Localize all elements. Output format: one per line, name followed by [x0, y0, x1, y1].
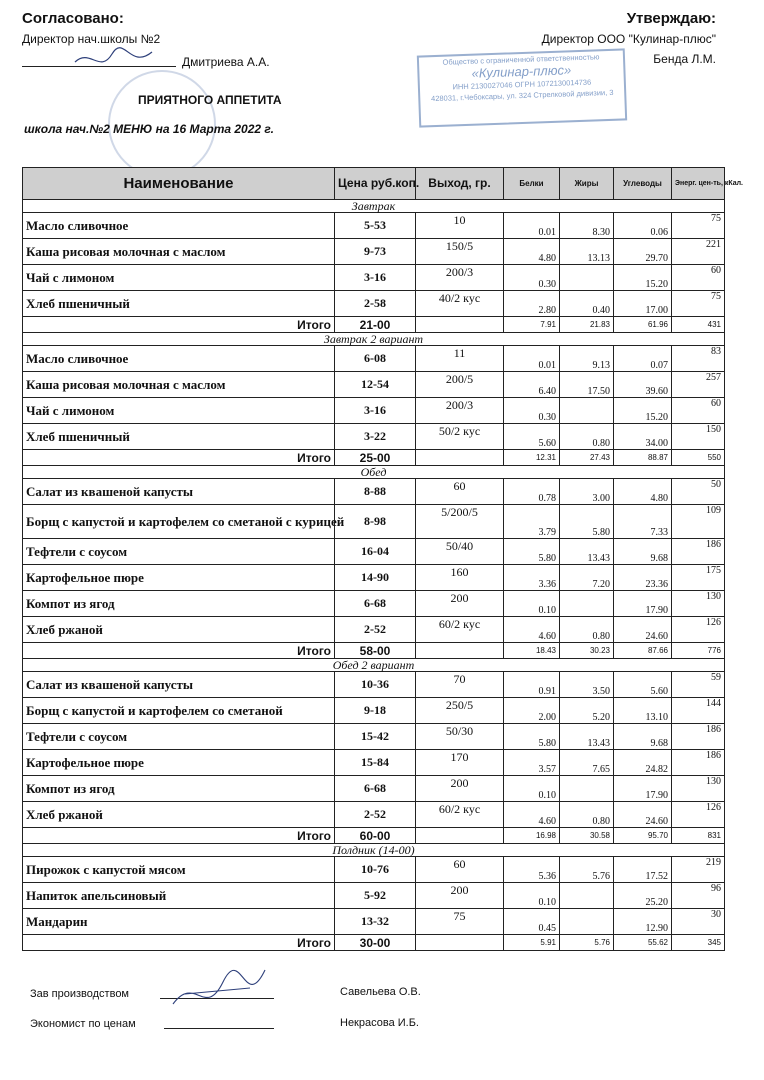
menu-title: школа нач.№2 МЕНЮ на 16 Марта 2022 г. [24, 122, 274, 136]
dish-name: Хлеб ржаной [23, 617, 335, 643]
dish-price: 15-84 [335, 750, 416, 776]
dish-energy: 130 [672, 776, 725, 802]
dish-carbs: 0.07 [614, 346, 672, 372]
dish-energy: 75 [672, 213, 725, 239]
dish-fat [560, 398, 614, 424]
approver-name: Дмитриева А.А. [182, 55, 270, 69]
dish-fat: 8.30 [560, 213, 614, 239]
total-fat: 5.76 [560, 935, 614, 951]
table-row [23, 617, 725, 643]
dish-price: 6-08 [335, 346, 416, 372]
dish-fat: 9.13 [560, 346, 614, 372]
dish-protein: 5.80 [504, 724, 560, 750]
table-row [23, 505, 725, 539]
dish-yield: 50/40 [416, 539, 504, 565]
dish-fat [560, 883, 614, 909]
dish-fat: 7.20 [560, 565, 614, 591]
dish-energy: 257 [672, 372, 725, 398]
dish-energy: 75 [672, 291, 725, 317]
production-signature [165, 964, 275, 1029]
total-protein: 7.91 [504, 317, 560, 333]
production-label: Зав производством [30, 988, 129, 1000]
dish-protein: 0.30 [504, 398, 560, 424]
page-heading: ПРИЯТНОГО АППЕТИТА [138, 93, 282, 107]
dish-energy: 150 [672, 424, 725, 450]
section-row [23, 659, 725, 672]
dish-yield: 200/3 [416, 398, 504, 424]
stamp-line-1: Общество с ограниченной ответственностью [442, 52, 600, 67]
dish-energy: 186 [672, 539, 725, 565]
dish-fat: 5.20 [560, 698, 614, 724]
dish-name: Картофельное пюре [23, 750, 335, 776]
dish-energy: 219 [672, 857, 725, 883]
dish-fat: 13.13 [560, 239, 614, 265]
dish-protein: 4.60 [504, 617, 560, 643]
dish-protein: 3.57 [504, 750, 560, 776]
dish-energy: 144 [672, 698, 725, 724]
dish-price: 3-16 [335, 398, 416, 424]
dish-carbs: 24.60 [614, 802, 672, 828]
table-row [23, 802, 725, 828]
total-label: Итого [23, 828, 335, 844]
dish-protein: 0.91 [504, 672, 560, 698]
total-fat: 27.43 [560, 450, 614, 466]
table-row [23, 672, 725, 698]
table-row [23, 698, 725, 724]
dish-carbs: 12.90 [614, 909, 672, 935]
dish-name: Тефтели с соусом [23, 724, 335, 750]
section-title: Завтрак [23, 200, 725, 213]
dish-energy: 50 [672, 479, 725, 505]
dish-carbs: 17.90 [614, 776, 672, 802]
dish-name: Чай с лимоном [23, 265, 335, 291]
dish-price: 9-73 [335, 239, 416, 265]
table-row [23, 776, 725, 802]
dish-price: 8-98 [335, 505, 416, 539]
dish-energy: 96 [672, 883, 725, 909]
approved-title: Согласовано: [22, 10, 124, 27]
dish-price: 3-22 [335, 424, 416, 450]
dish-protein: 3.36 [504, 565, 560, 591]
dish-carbs: 17.52 [614, 857, 672, 883]
dish-protein: 2.00 [504, 698, 560, 724]
section-title: Завтрак 2 вариант [23, 333, 725, 346]
table-row [23, 398, 725, 424]
dish-energy: 109 [672, 505, 725, 539]
dish-protein: 5.36 [504, 857, 560, 883]
total-protein: 18.43 [504, 643, 560, 659]
dish-price: 14-90 [335, 565, 416, 591]
header-protein: Белки [504, 168, 560, 200]
dish-yield: 50/2 кус [416, 424, 504, 450]
header-fat: Жиры [560, 168, 614, 200]
dish-fat [560, 265, 614, 291]
dish-energy: 126 [672, 802, 725, 828]
dish-yield: 150/5 [416, 239, 504, 265]
dish-carbs: 25.20 [614, 883, 672, 909]
dish-name: Салат из квашеной капусты [23, 479, 335, 505]
dish-fat: 13.43 [560, 724, 614, 750]
stamp-line-3: ИНН 2130027046 ОГРН 1072130014736 [452, 77, 592, 92]
dish-fat: 5.76 [560, 857, 614, 883]
total-fat: 30.23 [560, 643, 614, 659]
dish-protein: 4.80 [504, 239, 560, 265]
dish-protein: 6.40 [504, 372, 560, 398]
dish-yield: 250/5 [416, 698, 504, 724]
dish-yield: 50/30 [416, 724, 504, 750]
dish-yield: 60 [416, 479, 504, 505]
header-yield: Выход, гр. [416, 168, 504, 200]
dish-fat [560, 909, 614, 935]
total-row [23, 935, 725, 951]
total-label: Итого [23, 643, 335, 659]
stamp-line-4: 428031, г.Чебоксары, ул. 324 Стрелковой дивизии, 3 [430, 87, 614, 104]
dish-protein: 2.80 [504, 291, 560, 317]
table-row [23, 750, 725, 776]
dish-yield: 160 [416, 565, 504, 591]
dish-yield: 200 [416, 591, 504, 617]
total-energy: 345 [672, 935, 725, 951]
dish-fat: 0.80 [560, 424, 614, 450]
table-row [23, 857, 725, 883]
dish-name: Пирожок с капустой мясом [23, 857, 335, 883]
dish-carbs: 5.60 [614, 672, 672, 698]
dish-price: 2-52 [335, 802, 416, 828]
dish-carbs: 24.60 [614, 617, 672, 643]
total-label: Итого [23, 935, 335, 951]
dish-name: Напиток апельсиновый [23, 883, 335, 909]
dish-yield: 200/3 [416, 265, 504, 291]
total-energy: 431 [672, 317, 725, 333]
dish-energy: 130 [672, 591, 725, 617]
dish-name: Масло сливочное [23, 213, 335, 239]
header-energy: Энерг. цен-ть, кКал. [672, 168, 725, 200]
dish-name: Картофельное пюре [23, 565, 335, 591]
dish-energy: 83 [672, 346, 725, 372]
dish-protein: 3.79 [504, 505, 560, 539]
dish-carbs: 24.82 [614, 750, 672, 776]
total-energy: 550 [672, 450, 725, 466]
dish-yield: 5/200/5 [416, 505, 504, 539]
dish-name: Хлеб пшеничный [23, 424, 335, 450]
dish-name: Салат из квашеной капусты [23, 672, 335, 698]
table-row [23, 239, 725, 265]
dish-protein: 0.45 [504, 909, 560, 935]
dish-protein: 0.10 [504, 776, 560, 802]
dish-name: Борщ с капустой и картофелем со сметаной [23, 698, 335, 724]
total-protein: 5.91 [504, 935, 560, 951]
dish-name: Компот из ягод [23, 776, 335, 802]
dish-price: 15-42 [335, 724, 416, 750]
table-row [23, 291, 725, 317]
confirmer-position: Директор ООО "Кулинар-плюс" [541, 32, 716, 46]
dish-fat: 17.50 [560, 372, 614, 398]
dish-name: Компот из ягод [23, 591, 335, 617]
total-price: 21-00 [335, 317, 416, 333]
dish-carbs: 9.68 [614, 724, 672, 750]
dish-price: 12-54 [335, 372, 416, 398]
dish-protein: 0.10 [504, 591, 560, 617]
dish-yield: 60/2 кус [416, 617, 504, 643]
dish-price: 8-88 [335, 479, 416, 505]
dish-name: Каша рисовая молочная с маслом [23, 239, 335, 265]
total-price: 58-00 [335, 643, 416, 659]
dish-protein: 0.01 [504, 346, 560, 372]
dish-price: 9-18 [335, 698, 416, 724]
economist-label: Экономист по ценам [30, 1018, 136, 1030]
dish-fat: 3.00 [560, 479, 614, 505]
section-row [23, 466, 725, 479]
dish-energy: 186 [672, 750, 725, 776]
dish-yield: 11 [416, 346, 504, 372]
section-title: Полдник (14-00) [23, 844, 725, 857]
dish-name: Чай с лимоном [23, 398, 335, 424]
table-row [23, 539, 725, 565]
dish-carbs: 7.33 [614, 505, 672, 539]
dish-carbs: 9.68 [614, 539, 672, 565]
total-yield-empty [416, 643, 504, 659]
economist-name: Некрасова И.Б. [340, 1017, 419, 1029]
dish-name: Каша рисовая молочная с маслом [23, 372, 335, 398]
total-protein: 16.98 [504, 828, 560, 844]
dish-name: Мандарин [23, 909, 335, 935]
dish-energy: 221 [672, 239, 725, 265]
total-carbs: 87.66 [614, 643, 672, 659]
dish-carbs: 13.10 [614, 698, 672, 724]
table-row [23, 479, 725, 505]
table-row [23, 372, 725, 398]
table-row [23, 591, 725, 617]
dish-carbs: 0.06 [614, 213, 672, 239]
dish-energy: 186 [672, 724, 725, 750]
economist-signature-line [164, 1028, 274, 1029]
dish-protein: 0.30 [504, 265, 560, 291]
total-protein: 12.31 [504, 450, 560, 466]
dish-fat: 13.43 [560, 539, 614, 565]
section-row [23, 333, 725, 346]
dish-yield: 60 [416, 857, 504, 883]
dish-energy: 126 [672, 617, 725, 643]
dish-yield: 200 [416, 883, 504, 909]
table-header-row [23, 168, 725, 200]
table-row [23, 909, 725, 935]
total-row [23, 828, 725, 844]
dish-price: 10-36 [335, 672, 416, 698]
dish-energy: 60 [672, 265, 725, 291]
dish-protein: 5.60 [504, 424, 560, 450]
dish-carbs: 39.60 [614, 372, 672, 398]
dish-energy: 59 [672, 672, 725, 698]
dish-name: Хлеб ржаной [23, 802, 335, 828]
dish-carbs: 15.20 [614, 398, 672, 424]
dish-price: 6-68 [335, 776, 416, 802]
total-fat: 21.83 [560, 317, 614, 333]
dish-carbs: 34.00 [614, 424, 672, 450]
dish-carbs: 15.20 [614, 265, 672, 291]
table-row [23, 346, 725, 372]
dish-energy: 30 [672, 909, 725, 935]
dish-price: 5-53 [335, 213, 416, 239]
total-label: Итого [23, 317, 335, 333]
dish-energy: 175 [672, 565, 725, 591]
dish-yield: 40/2 кус [416, 291, 504, 317]
total-price: 30-00 [335, 935, 416, 951]
total-row [23, 450, 725, 466]
dish-energy: 60 [672, 398, 725, 424]
total-carbs: 55.62 [614, 935, 672, 951]
dish-yield: 75 [416, 909, 504, 935]
dish-carbs: 4.80 [614, 479, 672, 505]
dish-yield: 10 [416, 213, 504, 239]
production-name: Савельева О.В. [340, 986, 421, 998]
total-row [23, 643, 725, 659]
dish-protein: 0.10 [504, 883, 560, 909]
dish-price: 2-52 [335, 617, 416, 643]
total-label: Итого [23, 450, 335, 466]
dish-fat: 0.80 [560, 802, 614, 828]
section-title: Обед [23, 466, 725, 479]
dish-carbs: 29.70 [614, 239, 672, 265]
table-row [23, 883, 725, 909]
dish-name: Борщ с капустой и картофелем со сметаной с курицей [23, 505, 335, 539]
dish-fat [560, 591, 614, 617]
dish-yield: 70 [416, 672, 504, 698]
dish-protein: 5.80 [504, 539, 560, 565]
dish-yield: 200/5 [416, 372, 504, 398]
total-fat: 30.58 [560, 828, 614, 844]
dish-name: Масло сливочное [23, 346, 335, 372]
header-price: Цена руб.коп. [335, 168, 416, 200]
dish-price: 2-58 [335, 291, 416, 317]
table-row [23, 724, 725, 750]
company-stamp [417, 48, 627, 127]
dish-carbs: 23.36 [614, 565, 672, 591]
section-row [23, 844, 725, 857]
confirmer-name: Бенда Л.М. [653, 52, 716, 66]
dish-name: Тефтели с соусом [23, 539, 335, 565]
total-yield-empty [416, 317, 504, 333]
dish-yield: 170 [416, 750, 504, 776]
dish-fat: 5.80 [560, 505, 614, 539]
header-carbs: Углеводы [614, 168, 672, 200]
dish-price: 5-92 [335, 883, 416, 909]
total-price: 60-00 [335, 828, 416, 844]
table-row [23, 565, 725, 591]
table-row [23, 424, 725, 450]
dish-fat: 3.50 [560, 672, 614, 698]
dish-price: 10-76 [335, 857, 416, 883]
table-row [23, 213, 725, 239]
dish-fat: 7.65 [560, 750, 614, 776]
dish-protein: 4.60 [504, 802, 560, 828]
confirm-title: Утверждаю: [626, 10, 716, 27]
total-yield-empty [416, 828, 504, 844]
dish-protein: 0.78 [504, 479, 560, 505]
table-row [23, 265, 725, 291]
dish-fat: 0.80 [560, 617, 614, 643]
dish-yield: 60/2 кус [416, 802, 504, 828]
stamp-line-2: «Кулинар-плюс» [471, 62, 572, 81]
dish-protein: 0.01 [504, 213, 560, 239]
total-row [23, 317, 725, 333]
dish-price: 13-32 [335, 909, 416, 935]
dish-carbs: 17.00 [614, 291, 672, 317]
dish-price: 3-16 [335, 265, 416, 291]
dish-price: 16-04 [335, 539, 416, 565]
dish-name: Хлеб пшеничный [23, 291, 335, 317]
total-price: 25-00 [335, 450, 416, 466]
dish-carbs: 17.90 [614, 591, 672, 617]
total-carbs: 61.96 [614, 317, 672, 333]
total-yield-empty [416, 935, 504, 951]
approver-position: Директор нач.школы №2 [22, 32, 161, 46]
dish-yield: 200 [416, 776, 504, 802]
header-name: Наименование [23, 168, 335, 200]
total-yield-empty [416, 450, 504, 466]
menu-table [22, 167, 744, 951]
total-energy: 776 [672, 643, 725, 659]
section-title: Обед 2 вариант [23, 659, 725, 672]
total-carbs: 95.70 [614, 828, 672, 844]
dish-fat [560, 776, 614, 802]
total-energy: 831 [672, 828, 725, 844]
dish-fat: 0.40 [560, 291, 614, 317]
dish-price: 6-68 [335, 591, 416, 617]
total-carbs: 88.87 [614, 450, 672, 466]
section-row [23, 200, 725, 213]
